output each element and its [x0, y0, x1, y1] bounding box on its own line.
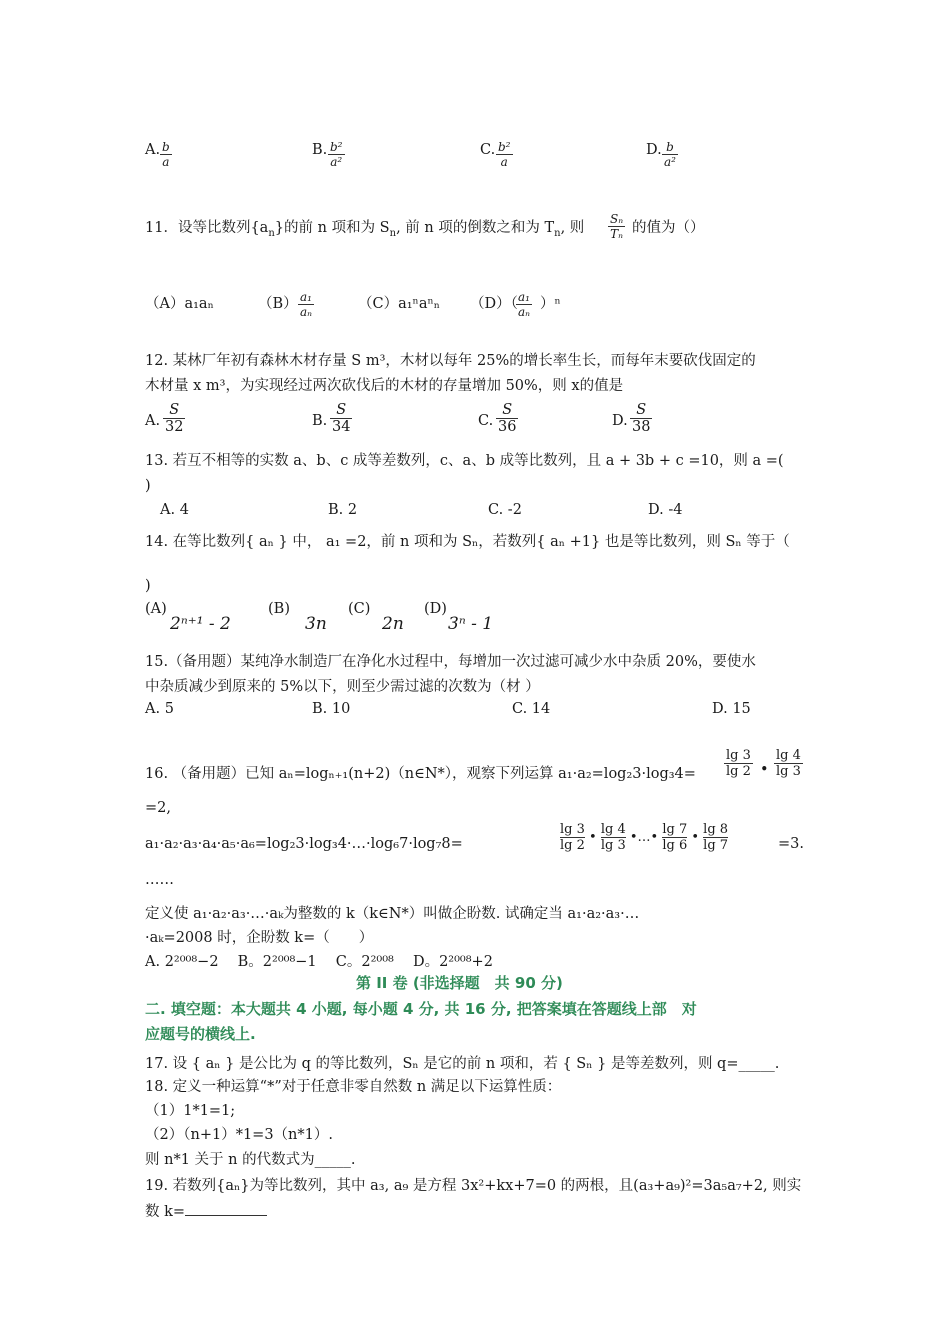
q12-b-fraction: $\frac{S}{34}$ [332, 402, 351, 435]
q14-value-b: 3n [305, 614, 327, 634]
q15-line1: 15.（备用题）某纯净水制造厂在净化水过程中，每增加一次过滤可减少水中杂质 20%，要使水 [145, 654, 756, 670]
q11-option-c: （C）a₁ⁿaⁿₙ [358, 296, 441, 312]
q10-option-a: A. [145, 142, 161, 158]
q19-line1: 19. 若数列{aₙ}为等比数列，其中 a₃, a₉ 是方程 3x²+kx+7=0 的两根，且(a₃+a₉)²=3a₅a₇+2, 则实 [145, 1178, 802, 1194]
q12-option-d: D. [612, 413, 628, 429]
q16-frac-lg3-lg2: $\frac{\lg 3}{\lg 2}$ [726, 748, 751, 779]
q14-label-d: (D) [424, 601, 447, 617]
q10-d-fraction: $\frac{b}{\text{a²}}$ [664, 140, 676, 169]
q13-option-a: A. 4 [160, 502, 189, 518]
q14-value-d: 3ⁿ - 1 [448, 614, 494, 634]
q14-line2: ) [145, 578, 151, 594]
q12-c-fraction: $\frac{S}{36}$ [498, 402, 517, 435]
q15-option-d: D. 15 [712, 701, 751, 717]
q12-line2: 木材量 x m³，为实现经过两次砍伐后的木材的存量增加 50%，则 x的值是 [145, 378, 624, 394]
q12-option-c: C. [478, 413, 494, 429]
q15-option-a: A. 5 [145, 701, 174, 717]
q16-line4: 定义使 a₁·a₂·a₃·…·aₖ为整数的 k（k∈N*）叫做企盼数. 试确定当 a₁·a₂·a₃·… [145, 906, 640, 922]
q18-line2: （1）1*1=1; [145, 1103, 236, 1119]
q16-frac-lg4-lg3: $\frac{\lg 4}{\lg 3}$ [776, 748, 801, 779]
q11-option-b: （B） [258, 296, 298, 312]
q11-b-fraction: $\frac{\text{a₁}}{\text{aₙ}}$ [300, 290, 313, 319]
q12-d-fraction: $\frac{S}{38}$ [632, 402, 651, 435]
q11-fraction: $\frac{\text{Sₙ}}{\text{Tₙ}}$ [610, 212, 624, 241]
q12-a-fraction: $\frac{S}{32}$ [165, 402, 184, 435]
q14-value-c: 2n [382, 614, 404, 634]
q12-option-b: B. [312, 413, 328, 429]
q10-b-fraction: $\frac{\text{b²}}{\text{a²}}$ [330, 140, 343, 169]
q13-line1: 13. 若互不相等的实数 a、b、c 成等差数列，c、a、b 成等比数列，且 a + 3b + c =10，则 a =( [145, 453, 784, 469]
q10-option-b: B. [312, 142, 328, 158]
q10-a-fraction: $\frac{b}{a}$ [162, 140, 170, 169]
section-title: 第 II 卷 (非选择题 共 90 分) [356, 974, 563, 992]
q15-line2: 中杂质减少到原来的 5%以下，则至少需过滤的次数为（材 ） [145, 679, 540, 695]
q18-line3: （2）（n+1）*1=3（n*1）. [145, 1127, 333, 1143]
q14-line1: 14. 在等比数列{ aₙ } 中， a₁ =2，前 n 项和为 Sₙ，若数列{ aₙ +1} 也是等比数列，则 Sₙ 等于（ [145, 534, 790, 550]
q18-line4: 则 n*1 关于 n 的代数式为_____. [145, 1152, 356, 1168]
q14-label-a: (A) [145, 601, 167, 617]
q10-option-c: C. [480, 142, 496, 158]
q16-line3-end: =3. [778, 836, 804, 852]
section-heading-line1: 二. 填空题：本大题共 4 小题, 每小题 4 分, 共 16 分, 把答案填在答题线上部 对 [145, 1000, 697, 1018]
q15-option-b: B. 10 [312, 701, 351, 717]
q11-d-fraction: $\frac{\text{a₁}}{\text{aₙ}}$ [518, 290, 531, 319]
q14-label-b: (B) [268, 601, 290, 617]
q15-option-c: C. 14 [512, 701, 551, 717]
q12-option-a: A. [145, 413, 161, 429]
q10-option-d: D. [646, 142, 662, 158]
q19-line2: 数 k= [145, 1200, 267, 1221]
q11-stem-end: 的值为（） [632, 220, 705, 236]
q14-value-a: 2ⁿ⁺¹ - 2 [170, 614, 231, 634]
q16-dot: • [760, 762, 769, 778]
q16-line3: a₁·a₂·a₃·a₄·a₅·a₆=log₂3·log₃4·…·log₆7·log₇8= [145, 836, 463, 852]
q14-label-c: (C) [348, 601, 371, 617]
q13-option-b: B. 2 [328, 502, 358, 518]
q18-line1: 18. 定义一种运算“*”对于任意非零自然数 n 满足以下运算性质： [145, 1079, 562, 1095]
q16-dots: …… [145, 872, 174, 888]
section-heading-line2: 应题号的横线上. [145, 1025, 256, 1043]
q11-option-d: （D）（ [470, 296, 518, 312]
q19-answer-blank[interactable] [185, 1201, 267, 1216]
q11-stem: 11．设等比数列$\{a_n\}$的前 n 项和为 $S_n$, 前 n 项的倒数之和为 $T_n$, 则 [145, 220, 585, 239]
q13-line2: ) [145, 478, 151, 494]
q13-option-d: D. -4 [648, 502, 683, 518]
q10-c-fraction: $\frac{\text{b²}}{a}$ [498, 140, 511, 169]
q11-option-a: （A）a₁aₙ [145, 296, 214, 312]
q16-line1: 16. （备用题）已知 aₙ=logₙ₊₁(n+2)（n∈N*），观察下列运算 a₁·a₂=log₂3·log₃4= [145, 766, 696, 782]
q16-chain-fractions: $\frac{\lg 3}{\lg 2}$ • $\frac{\lg 4}{\lg 3}$ •…• $\frac{\lg 7}{\lg 6}$ • $\frac{\lg 8}{\lg 7}$ [560, 822, 729, 853]
q13-option-c: C. -2 [488, 502, 522, 518]
q16-line2: =2, [145, 800, 171, 816]
q11-option-d-end: ）ⁿ [540, 296, 561, 312]
q17: 17. 设 { aₙ } 是公比为 q 的等比数列，Sₙ 是它的前 n 项和，若 { Sₙ } 是等差数列，则 q=_____. [145, 1056, 780, 1072]
q16-options: A. 2²⁰⁰⁸−2 B。2²⁰⁰⁸−1 C。2²⁰⁰⁸ D。2²⁰⁰⁸+2 [145, 954, 493, 970]
q16-line5: ·aₖ=2008 时，企盼数 k=（ ） [145, 930, 374, 946]
q12-line1: 12. 某林厂年初有森林木材存量 S m³，木材以每年 25%的增长率生长，而每年末要砍伐固定的 [145, 353, 756, 369]
